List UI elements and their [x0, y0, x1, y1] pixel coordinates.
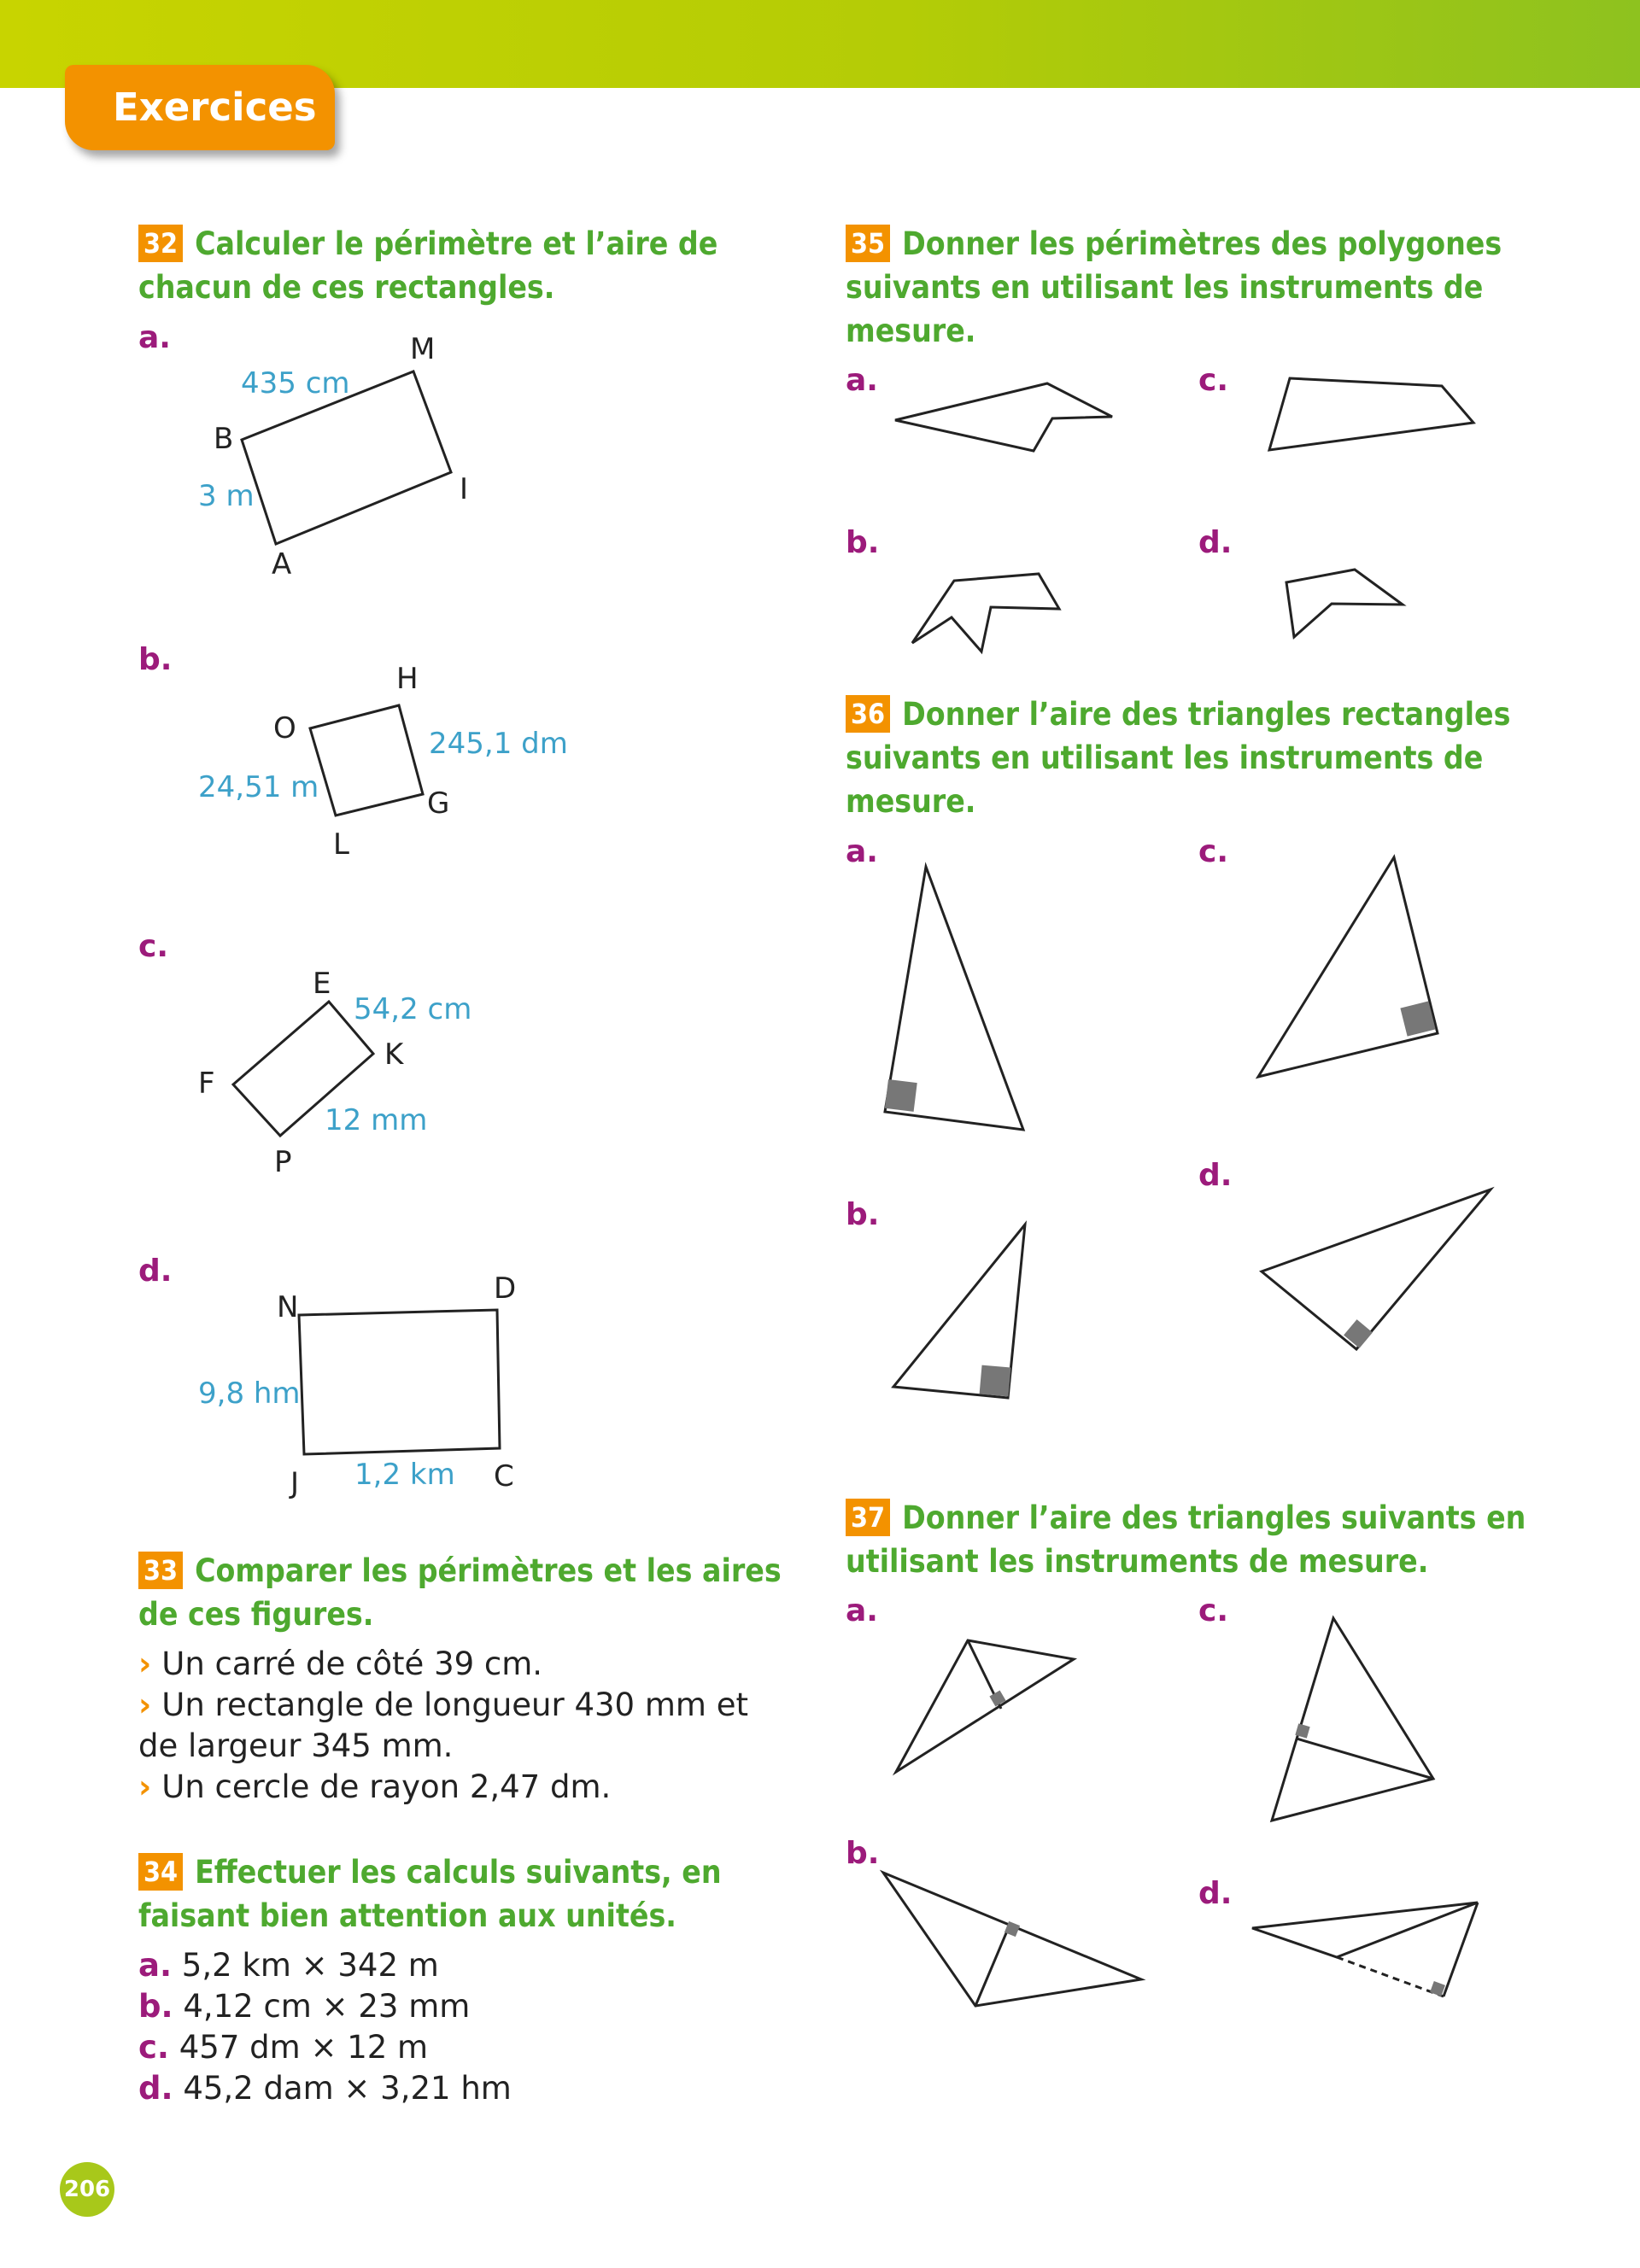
- exercise-35-number: 35: [846, 225, 890, 262]
- exercise-35-title: 35 Donner les périmètres des polygones suivants en utilisant les instruments de mesure.: [846, 225, 1502, 349]
- ex34-item: d. 45,2 dam × 3,21 hm: [138, 2070, 512, 2107]
- measure-label: 54,2 cm: [354, 992, 472, 1026]
- vertex-label: J: [290, 1466, 300, 1500]
- ex34-item: c. 457 dm × 12 m: [138, 2029, 429, 2066]
- vertex-label: L: [333, 827, 349, 862]
- ex37-label-b: b.: [846, 1836, 880, 1871]
- ex36-label-b: b.: [846, 1197, 880, 1232]
- ex36-label-c: c.: [1198, 834, 1229, 869]
- ex37-label-a: a.: [846, 1593, 878, 1628]
- measure-label: 245,1 dm: [429, 727, 568, 761]
- ex32-label-b: b.: [138, 642, 173, 677]
- ex32-label-a: a.: [138, 320, 171, 355]
- exercise-37-number: 37: [846, 1499, 890, 1536]
- section-tab: Exercices: [65, 65, 335, 150]
- measure-label: 435 cm: [241, 366, 350, 400]
- vertex-label: N: [277, 1290, 299, 1324]
- vertex-label: A: [272, 547, 292, 582]
- right-angle-mark: [980, 1365, 1011, 1397]
- exercise-34-number: 34: [138, 1853, 183, 1891]
- vertex-label: F: [198, 1067, 215, 1101]
- height-line: [1444, 1903, 1478, 1996]
- exercise-34-title: 34 Effectuer les calculs suivants, en faisant bien attention aux unités.: [138, 1854, 722, 1934]
- measure-label: 9,8 hm: [198, 1377, 301, 1411]
- triangle-37b: [883, 1873, 1141, 2006]
- right-angle-mark: [1430, 1981, 1445, 1996]
- polygon-35c: [1269, 378, 1473, 450]
- vertex-label: M: [410, 332, 436, 366]
- polygon-35a: [895, 383, 1112, 451]
- measure-label: 3 m: [198, 479, 255, 513]
- right-angle-mark: [885, 1079, 917, 1112]
- ex36-label-d: d.: [1198, 1158, 1233, 1193]
- extended-base-dashed: [1337, 1957, 1444, 1996]
- measure-label: 24,51 m: [198, 770, 319, 804]
- triangle-37a: [896, 1640, 1074, 1772]
- ex37-label-c: c.: [1198, 1593, 1229, 1628]
- ex35-label-b: b.: [846, 525, 880, 560]
- ex34-item: b. 4,12 cm × 23 mm: [138, 1988, 471, 2025]
- polygon-35b: [912, 574, 1059, 652]
- vertex-label: D: [494, 1271, 517, 1306]
- vertex-label: I: [460, 472, 469, 506]
- vertex-label: C: [494, 1459, 514, 1493]
- exercise-36-number: 36: [846, 695, 890, 733]
- exercise-33-title: 33 Comparer les périmètres et les aires de ces figures.: [138, 1552, 782, 1633]
- polygon-35d: [1286, 570, 1403, 637]
- vertex-label: K: [384, 1038, 404, 1072]
- ex35-label-d: d.: [1198, 525, 1233, 560]
- ex33-item: › Un cercle de rayon 2,47 dm.: [138, 1768, 612, 1805]
- measure-label: 1,2 km: [354, 1458, 455, 1492]
- vertex-label: P: [274, 1145, 292, 1179]
- ex32-label-d: d.: [138, 1254, 173, 1289]
- ex35-label-a: a.: [846, 363, 878, 398]
- ex37-label-d: d.: [1198, 1876, 1233, 1911]
- ex33-item: › Un rectangle de longueur 430 mm et de largeur 345 mm.: [138, 1686, 748, 1764]
- exercise-37-title: 37 Donner l’aire des triangles suivants en utilisant les instruments de mesure.: [846, 1499, 1526, 1580]
- height-line: [975, 1929, 1008, 2006]
- ex36-label-a: a.: [846, 834, 878, 869]
- vertex-label: H: [396, 662, 419, 696]
- right-triangle-36c: [1258, 857, 1438, 1077]
- right-triangle-36d: [1262, 1190, 1491, 1349]
- triangle-37d: [1252, 1903, 1478, 1957]
- exercise-32-title: 32 Calculer le périmètre et l’aire de chacun de ces rectangles.: [138, 225, 718, 306]
- ex32-label-c: c.: [138, 929, 169, 964]
- vertex-label: B: [214, 422, 234, 456]
- vertex-label: E: [313, 967, 331, 1001]
- exercise-36-title: 36 Donner l’aire des triangles rectangles suivants en utilisant les instruments de mesure.: [846, 696, 1511, 820]
- triangle-37c: [1272, 1618, 1433, 1821]
- ex34-item: a. 5,2 km × 342 m: [138, 1947, 439, 1984]
- exercise-32-number: 32: [138, 225, 183, 262]
- measure-label: 12 mm: [325, 1103, 428, 1137]
- ex33-item: › Un carré de côté 39 cm.: [138, 1645, 543, 1682]
- page-number: 206: [60, 2162, 114, 2217]
- ex35-label-c: c.: [1198, 363, 1229, 398]
- exercise-33-number: 33: [138, 1552, 183, 1589]
- vertex-label: O: [273, 711, 296, 745]
- vertex-label: G: [427, 786, 450, 821]
